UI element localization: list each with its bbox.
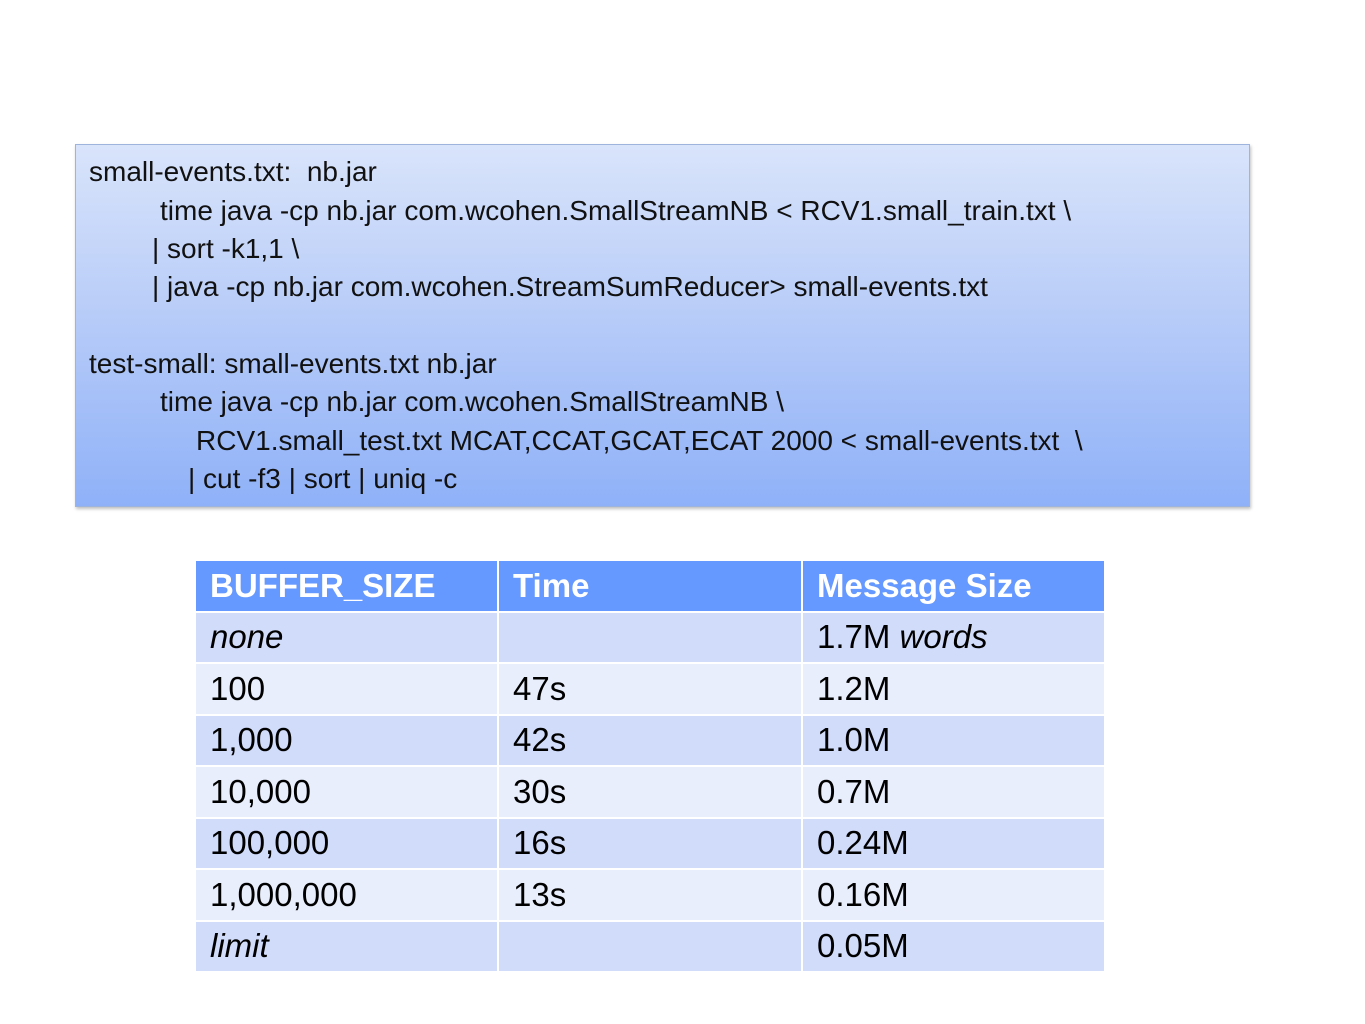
buffer-size-cell: 100 [195,663,498,715]
buffer-size-cell: 100,000 [195,818,498,870]
table-header-row [195,560,1105,612]
message-size-cell: 0.24M [802,818,1105,870]
message-size-cell: 0.16M [802,869,1105,921]
table-row [195,818,1105,870]
header-buffer-size: BUFFER_SIZE [195,560,498,612]
code-line: time java -cp nb.jar com.wcohen.SmallStreamNB < RCV1.small_train.txt \ [160,195,1072,226]
message-size-cell [802,612,1105,664]
time-cell: 47s [498,663,802,715]
table-row [195,921,1105,973]
message-size-cell: 0.05M [802,921,1105,973]
code-line: small-events.txt: nb.jar [89,156,377,187]
message-size-value: 1.7M [817,618,891,656]
buffer-size-cell: 1,000 [195,715,498,767]
makefile-code-box [75,144,1250,507]
buffer-size-cell: 10,000 [195,766,498,818]
header-message-size: Message Size [802,560,1105,612]
table-row [195,869,1105,921]
buffer-size-results-table [194,559,1106,973]
header-time: Time [498,560,802,612]
code-line: | sort -k1,1 \ [152,233,300,264]
code-line: test-small: small-events.txt nb.jar [89,348,497,379]
buffer-size-cell: none [195,612,498,664]
time-cell: 42s [498,715,802,767]
time-cell: 16s [498,818,802,870]
code-line: | java -cp nb.jar com.wcohen.StreamSumReducer> small-events.txt [152,271,988,302]
message-size-cell: 0.7M [802,766,1105,818]
message-size-unit: words [899,618,988,656]
code-line: RCV1.small_test.txt MCAT,CCAT,GCAT,ECAT 2000 < small-events.txt \ [196,425,1083,456]
code-line: time java -cp nb.jar com.wcohen.SmallStreamNB \ [160,386,784,417]
time-cell: 30s [498,766,802,818]
time-cell [498,921,802,973]
time-cell [498,612,802,664]
table-row [195,663,1105,715]
time-cell: 13s [498,869,802,921]
message-size-cell: 1.2M [802,663,1105,715]
message-size-cell: 1.0M [802,715,1105,767]
table-row [195,612,1105,664]
buffer-size-cell: 1,000,000 [195,869,498,921]
table-row [195,766,1105,818]
table-row [195,715,1105,767]
code-line: | cut -f3 | sort | uniq -c [188,463,458,494]
buffer-size-cell: limit [195,921,498,973]
